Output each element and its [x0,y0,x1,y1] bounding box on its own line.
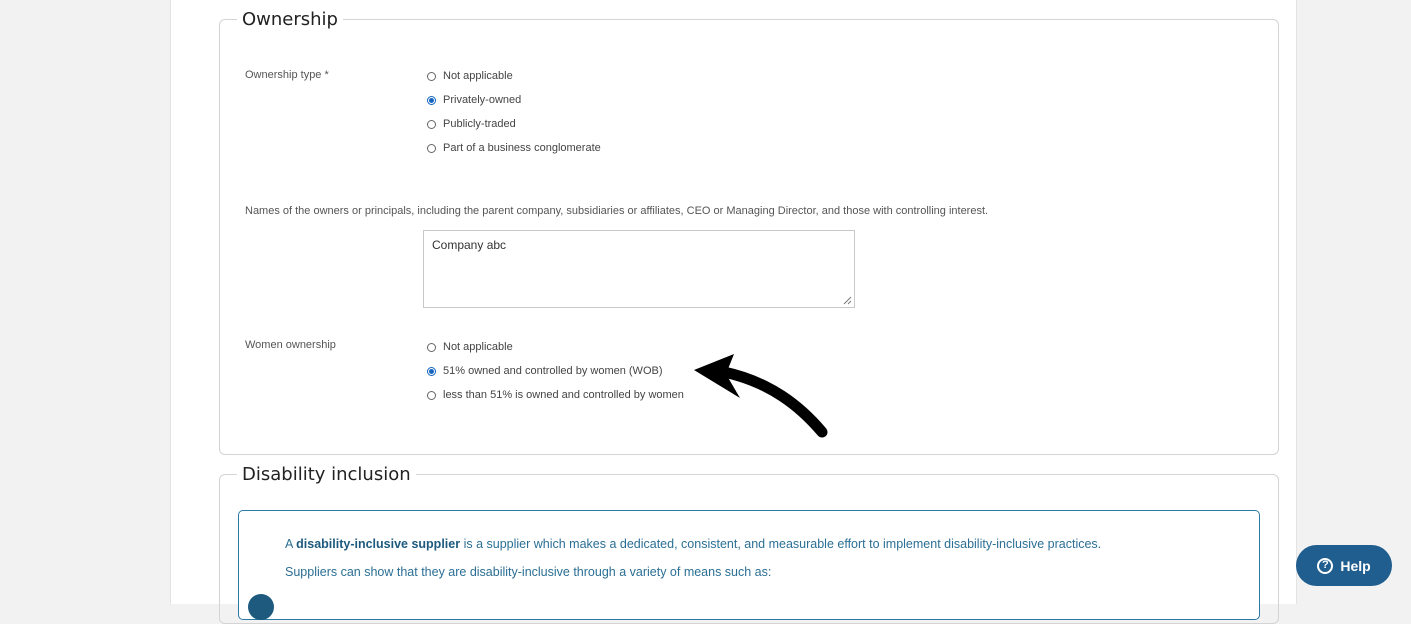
ownership-type-option-conglomerate[interactable] [427,141,601,155]
curved-arrow-icon [688,348,828,440]
radio-button[interactable] [427,144,436,153]
option-label: Part of a business conglomerate [443,142,601,154]
help-button[interactable] [1296,545,1392,586]
women-ownership-option-wob[interactable] [427,364,663,378]
ownership-legend: Ownership [242,9,338,30]
women-ownership-option-not-applicable[interactable] [427,340,513,354]
resize-handle-icon[interactable] [843,296,852,305]
disability-info-line-1 [285,537,1101,551]
radio-button[interactable] [427,343,436,352]
option-label: Publicly-traded [443,118,516,130]
info-prefix: A [285,537,293,551]
women-ownership-label: Women ownership [245,339,336,351]
option-label: Not applicable [443,70,513,82]
option-label: Privately-owned [443,94,522,106]
help-button-label: Help [1340,557,1371,574]
ownership-type-option-privately-owned[interactable] [427,93,521,107]
info-icon [248,594,274,620]
option-label: Not applicable [443,341,513,353]
women-ownership-option-less-than-51[interactable] [427,388,684,402]
ownership-type-label: Ownership type * [245,69,329,81]
textarea-value: Company abc [432,238,507,252]
option-label: 51% owned and controlled by women (WOB) [443,365,663,377]
info-suffix: is a supplier which makes a dedicated, consistent, and measurable effort to implement disability-inclusive practices. [463,537,1102,551]
radio-button[interactable] [427,72,436,81]
disability-inclusive-supplier-term: disability-inclusive supplier [296,537,461,551]
ownership-type-option-not-applicable[interactable] [427,69,513,83]
disability-info-line-2: Suppliers can show that they are disability-inclusive through a variety of means such as: [285,565,772,579]
owners-names-textarea[interactable] [423,230,855,308]
disability-legend: Disability inclusion [242,464,411,485]
ownership-type-option-publicly-traded[interactable] [427,117,516,131]
radio-button-selected[interactable] [427,367,436,376]
option-label: less than 51% is owned and controlled by women [443,389,684,401]
owners-names-label: Names of the owners or principals, including the parent company, subsidiaries or affiliates, CEO or Managing Director, and those with controlling interest. [245,205,989,217]
radio-button-selected[interactable] [427,96,436,105]
radio-button[interactable] [427,120,436,129]
question-circle-icon: ? [1317,558,1333,574]
radio-button[interactable] [427,391,436,400]
